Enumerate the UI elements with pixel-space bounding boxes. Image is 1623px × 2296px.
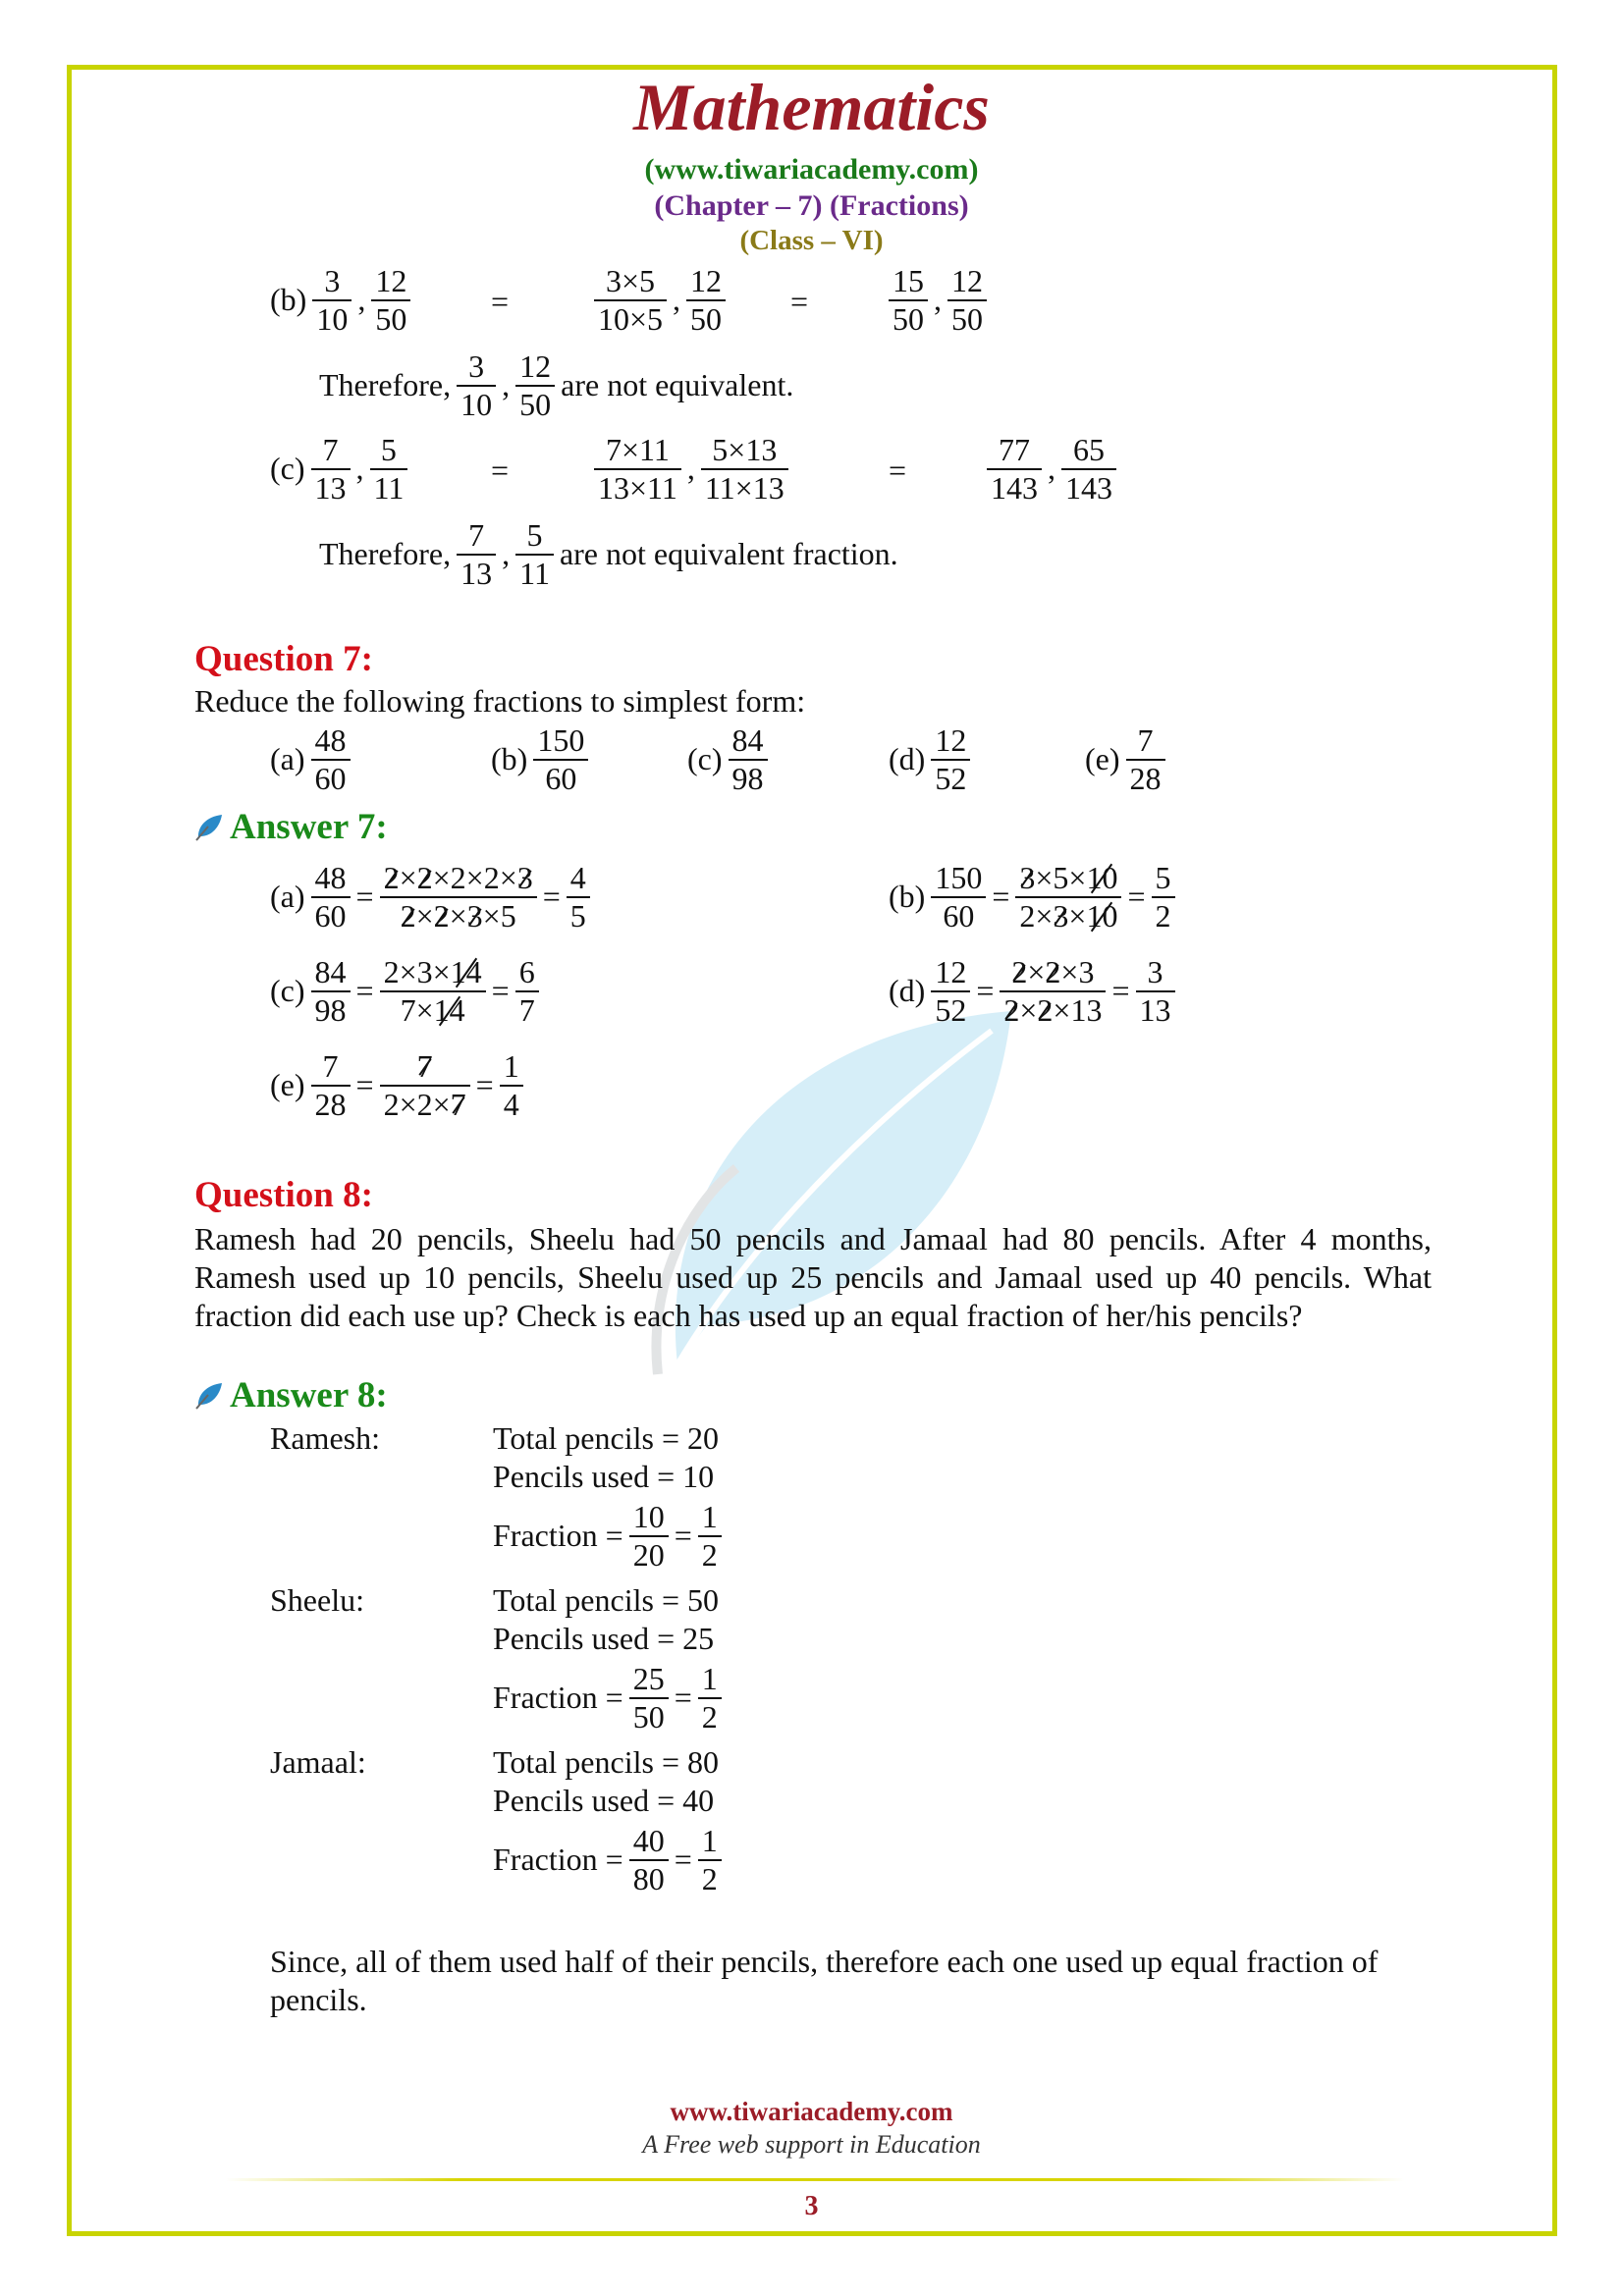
pencils-used: Pencils used = 40 xyxy=(493,1783,715,1818)
fraction: $\frac{12}{52}$ xyxy=(931,722,970,797)
fraction: $\frac{7}{28}$ xyxy=(311,1048,351,1123)
q7-item-b: (b) $\frac{150}{60}$ xyxy=(491,722,588,797)
q7-item-e: (e) $\frac{7}{28}$ xyxy=(1085,722,1165,797)
fraction: $\frac{12}{50}$ xyxy=(515,348,555,423)
answer-7e: (e) $\frac{7}{28}$ = $\frac{7}{2\times 2\times 7}$ = $\frac{1}{4}$ xyxy=(270,1048,523,1123)
part-b-label: (b) xyxy=(270,282,307,318)
fraction: $\frac{12}{50}$ xyxy=(686,263,726,338)
fraction: $\frac{7\times 11}{13\times 11}$ xyxy=(594,432,681,507)
page-title: Mathematics xyxy=(633,70,990,144)
leaf-icon xyxy=(194,813,224,842)
part-c-row: (c) $\frac{7}{13}$ , $\frac{5}{11}$ xyxy=(270,432,407,507)
q7-item-c: (c) $\frac{84}{98}$ xyxy=(687,722,768,797)
fraction: $\frac{15}{50}$ xyxy=(889,263,928,338)
answer-8-heading: Answer 8: xyxy=(194,1374,388,1416)
fraction: $\frac{5}{11}$ xyxy=(370,432,408,507)
pencils-used: Pencils used = 10 xyxy=(493,1459,715,1494)
q7-item-a: (a) $\frac{48}{60}$ xyxy=(270,722,351,797)
answer-7d: (d) $\frac{12}{52}$ = $\frac{2\times 2\times 3}{2\times 2\times 13}$ = $\frac{3}{13}$ xyxy=(889,954,1175,1029)
fraction: $\frac{1}{2}$ xyxy=(698,1661,722,1735)
answer-7b: (b) $\frac{150}{60}$ = $\frac{3\times 5\times 10}{2\times 3\times 10}$ = $\frac{5}{2}$ xyxy=(889,860,1175,934)
part-c-result: $\frac{77}{143}$ , $\frac{65}{143}$ xyxy=(987,432,1116,507)
answer-7a: (a) $\frac{48}{60}$ = $\frac{2\times 2\times 2\times 2\times 3}{2\times 2\times 3\times 5}$ = $\frac{4}{5}$ xyxy=(270,860,590,934)
fraction: $\frac{40}{80}$ xyxy=(629,1823,669,1897)
total-pencils: Total pencils = 50 xyxy=(493,1582,719,1618)
leaf-icon xyxy=(194,1381,224,1411)
fraction: $\frac{77}{143}$ xyxy=(987,432,1042,507)
fraction: $\frac{3}{10}$ xyxy=(312,263,352,338)
fraction: $\frac{12}{52}$ xyxy=(931,954,970,1029)
footer-divider xyxy=(226,2178,1404,2181)
equals-sign: = xyxy=(790,284,809,319)
fraction: $\frac{4}{5}$ xyxy=(567,860,590,934)
fraction: $\frac{84}{98}$ xyxy=(311,954,351,1029)
question-8-text: Ramesh had 20 pencils, Sheelu had 50 pencils and Jamaal had 80 pencils. After 4 months, Ramesh used up 10 pencils, Sheelu used up 25 pencils and Jamaal used up 40 pencils. What fraction did each use up? Check is each has used up an equal fraction of her/his pencils? xyxy=(194,1221,1432,1333)
factor-fraction: $\frac{3\times 5\times 10}{2\times 3\times 10}$ xyxy=(1015,860,1121,934)
fraction-row: Fraction = $\frac{25}{50}$ = $\frac{1}{2}$ xyxy=(493,1661,722,1735)
fraction: $\frac{48}{60}$ xyxy=(311,860,351,934)
part-c-middle: $\frac{7\times 11}{13\times 11}$ , $\frac{5\times 13}{11\times 13}$ xyxy=(594,432,788,507)
fraction-row: Fraction = $\frac{10}{20}$ = $\frac{1}{2}$ xyxy=(493,1499,722,1574)
part-c-therefore: Therefore, $\frac{7}{13}$ , $\frac{5}{11}$ are not equivalent fraction. xyxy=(319,517,898,591)
fraction: $\frac{7}{28}$ xyxy=(1126,722,1165,797)
factor-fraction: $\frac{2\times 2\times 3}{2\times 2\times 13}$ xyxy=(1000,954,1106,1029)
fraction: $\frac{12}{50}$ xyxy=(947,263,987,338)
fraction: $\frac{5}{2}$ xyxy=(1152,860,1175,934)
equals-sign: = xyxy=(889,453,907,488)
equals-sign: = xyxy=(491,284,510,319)
fraction: $\frac{3\times 5}{10\times 5}$ xyxy=(594,263,667,338)
fraction: $\frac{1}{2}$ xyxy=(698,1499,722,1574)
part-c-label: (c) xyxy=(270,451,305,487)
part-b-middle: $\frac{3\times 5}{10\times 5}$ , $\frac{12}{50}$ xyxy=(594,263,726,338)
total-pencils: Total pencils = 20 xyxy=(493,1420,719,1456)
fraction: $\frac{12}{50}$ xyxy=(371,263,410,338)
fraction: $\frac{150}{60}$ xyxy=(533,722,588,797)
answer-7-heading: Answer 7: xyxy=(194,806,388,848)
fraction: $\frac{1}{4}$ xyxy=(500,1048,523,1123)
page-number: 3 xyxy=(804,2191,819,2221)
fraction: $\frac{7}{13}$ xyxy=(311,432,351,507)
person-name: Ramesh: xyxy=(270,1420,380,1456)
fraction-row: Fraction = $\frac{40}{80}$ = $\frac{1}{2}$ xyxy=(493,1823,722,1897)
footer-tagline: A Free web support in Education xyxy=(642,2130,981,2159)
fraction: $\frac{5\times 13}{11\times 13}$ xyxy=(701,432,788,507)
factor-fraction: $\frac{7}{2\times 2\times 7}$ xyxy=(380,1048,470,1123)
footer-site-link[interactable]: www.tiwariacademy.com xyxy=(670,2097,953,2126)
person-name: Sheelu: xyxy=(270,1582,364,1618)
header-site: (www.tiwariacademy.com) xyxy=(644,153,979,186)
fraction: $\frac{25}{50}$ xyxy=(629,1661,669,1735)
fraction: $\frac{84}{98}$ xyxy=(729,722,768,797)
total-pencils: Total pencils = 80 xyxy=(493,1744,719,1780)
fraction: $\frac{1}{2}$ xyxy=(698,1823,722,1897)
equals-sign: = xyxy=(491,453,510,488)
answer-8-conclusion: Since, all of them used half of their pencils, therefore each one used up equal fraction of pencils. xyxy=(270,1944,1379,2017)
factor-fraction: $\frac{2\times 2\times 2\times 2\times 3}{2\times 2\times 3\times 5}$ xyxy=(380,860,537,934)
fraction: $\frac{48}{60}$ xyxy=(311,722,351,797)
fraction: $\frac{3}{10}$ xyxy=(457,348,496,423)
fraction: $\frac{5}{11}$ xyxy=(515,517,554,592)
question-8-heading: Question 8: xyxy=(194,1175,373,1215)
q7-item-d: (d) $\frac{12}{52}$ xyxy=(889,722,970,797)
person-name: Jamaal: xyxy=(270,1744,366,1780)
question-7-text: Reduce the following fractions to simplest form: xyxy=(194,683,806,719)
factor-fraction: $\frac{2\times 3\times 14}{7\times 14}$ xyxy=(380,954,486,1029)
header-chapter: (Chapter – 7) (Fractions) xyxy=(654,189,969,222)
part-b-result: $\frac{15}{50}$ , $\frac{12}{50}$ xyxy=(889,263,987,338)
part-b-therefore: Therefore, $\frac{3}{10}$ , $\frac{12}{50}$ are not equivalent. xyxy=(319,348,794,422)
part-b-row: (b) $\frac{3}{10}$ , $\frac{12}{50}$ xyxy=(270,263,410,338)
answer-7c: (c) $\frac{84}{98}$ = $\frac{2\times 3\times 14}{7\times 14}$ = $\frac{6}{7}$ xyxy=(270,954,539,1029)
fraction: $\frac{6}{7}$ xyxy=(515,954,539,1029)
fraction: $\frac{3}{13}$ xyxy=(1136,954,1175,1029)
question-7-heading: Question 7: xyxy=(194,639,373,679)
pencils-used: Pencils used = 25 xyxy=(493,1621,715,1656)
header-class: (Class – VI) xyxy=(739,225,884,256)
fraction: $\frac{10}{20}$ xyxy=(629,1499,669,1574)
fraction: $\frac{150}{60}$ xyxy=(931,860,986,934)
fraction: $\frac{7}{13}$ xyxy=(457,517,496,592)
fraction: $\frac{65}{143}$ xyxy=(1061,432,1116,507)
